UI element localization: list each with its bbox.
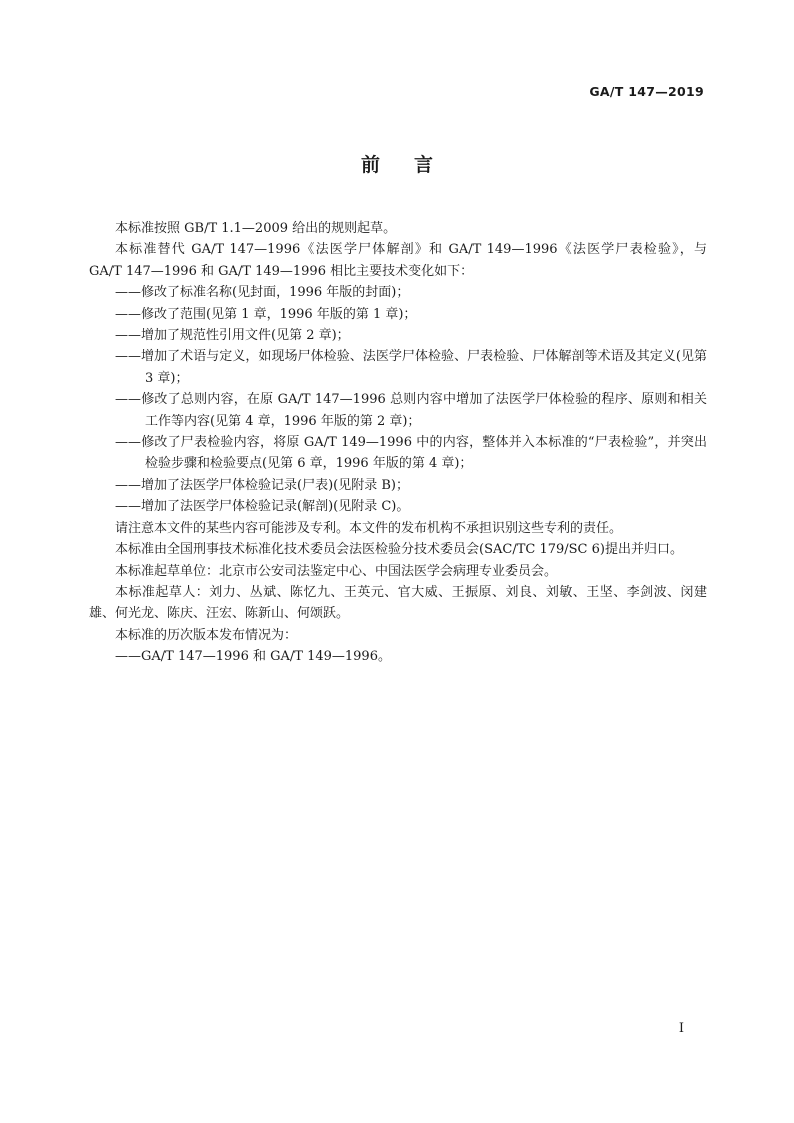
foreword-body	[89, 218, 707, 668]
change-item-7: ——增加了法医学尸体检验记录(尸表)(见附录 B)；	[115, 477, 409, 493]
intro-paragraph-1: 本标准按照 GB/T 1.1—2009 给出的规则起草。	[115, 221, 397, 236]
standard-code: GA/T 147—2019	[589, 84, 704, 99]
history-item-1: ——GA/T 147—1996 和 GA/T 149—1996。	[115, 649, 391, 665]
history-intro: 本标准的历次版本发布情况为：	[115, 627, 298, 643]
proposer-paragraph: 本标准由全国刑事技术标准化技术委员会法医检验分技术委员会(SAC/TC 179/SC 6)提出并归口。	[115, 542, 683, 558]
drafters-paragraph: 本标准起草人：刘力、丛斌、陈忆九、王英元、官大威、王振原、刘良、刘敏、王坚、李剑波、闵建雄、何光龙、陈庆、汪宏、陈新山、何颂跃。	[89, 584, 707, 622]
change-item-5: ——修改了总则内容，在原 GA/T 147—1996 总则内容中增加了法医学尸体检验的程序、原则和相关工作等内容(见第 4 章，1996 年版的第 2 章)；	[115, 392, 707, 429]
change-item-1: ——修改了标准名称(见封面，1996 年版的封面)；	[115, 285, 410, 301]
change-item-2: ——修改了范围(见第 1 章，1996 年版的第 1 章)；	[115, 306, 417, 322]
drafting-units-paragraph: 本标准起草单位：北京市公安司法鉴定中心、中国法医学会病理专业委员会。	[115, 563, 558, 579]
patent-note: 请注意本文件的某些内容可能涉及专利。本文件的发布机构不承担识别这些专利的责任。	[115, 520, 623, 536]
change-item-4: ——增加了术语与定义，如现场尸体检验、法医学尸体检验、尸表检验、尸体解剖等术语及其定义(见第 3 章)；	[115, 349, 707, 386]
change-item-8: ——增加了法医学尸体检验记录(解剖)(见附录 C)。	[115, 499, 410, 515]
page-number: I	[678, 1021, 684, 1036]
change-item-3: ——增加了规范性引用文件(见第 2 章)；	[115, 328, 350, 344]
intro-paragraph-2: 本标准替代 GA/T 147—1996《法医学尸体解剖》和 GA/T 149—1996《法医学尸表检验》，与 GA/T 147—1996 和 GA/T 149—1996 相比主要技术变化如下：	[89, 242, 707, 279]
page-title: 前言	[360, 154, 467, 176]
change-item-6: ——修改了尸表检验内容，将原 GA/T 149—1996 中的内容，整体并入本标准的“尸表检验”，并突出检验步骤和检验要点(见第 6 章，1996 年版的第 4 章)；	[115, 435, 707, 472]
